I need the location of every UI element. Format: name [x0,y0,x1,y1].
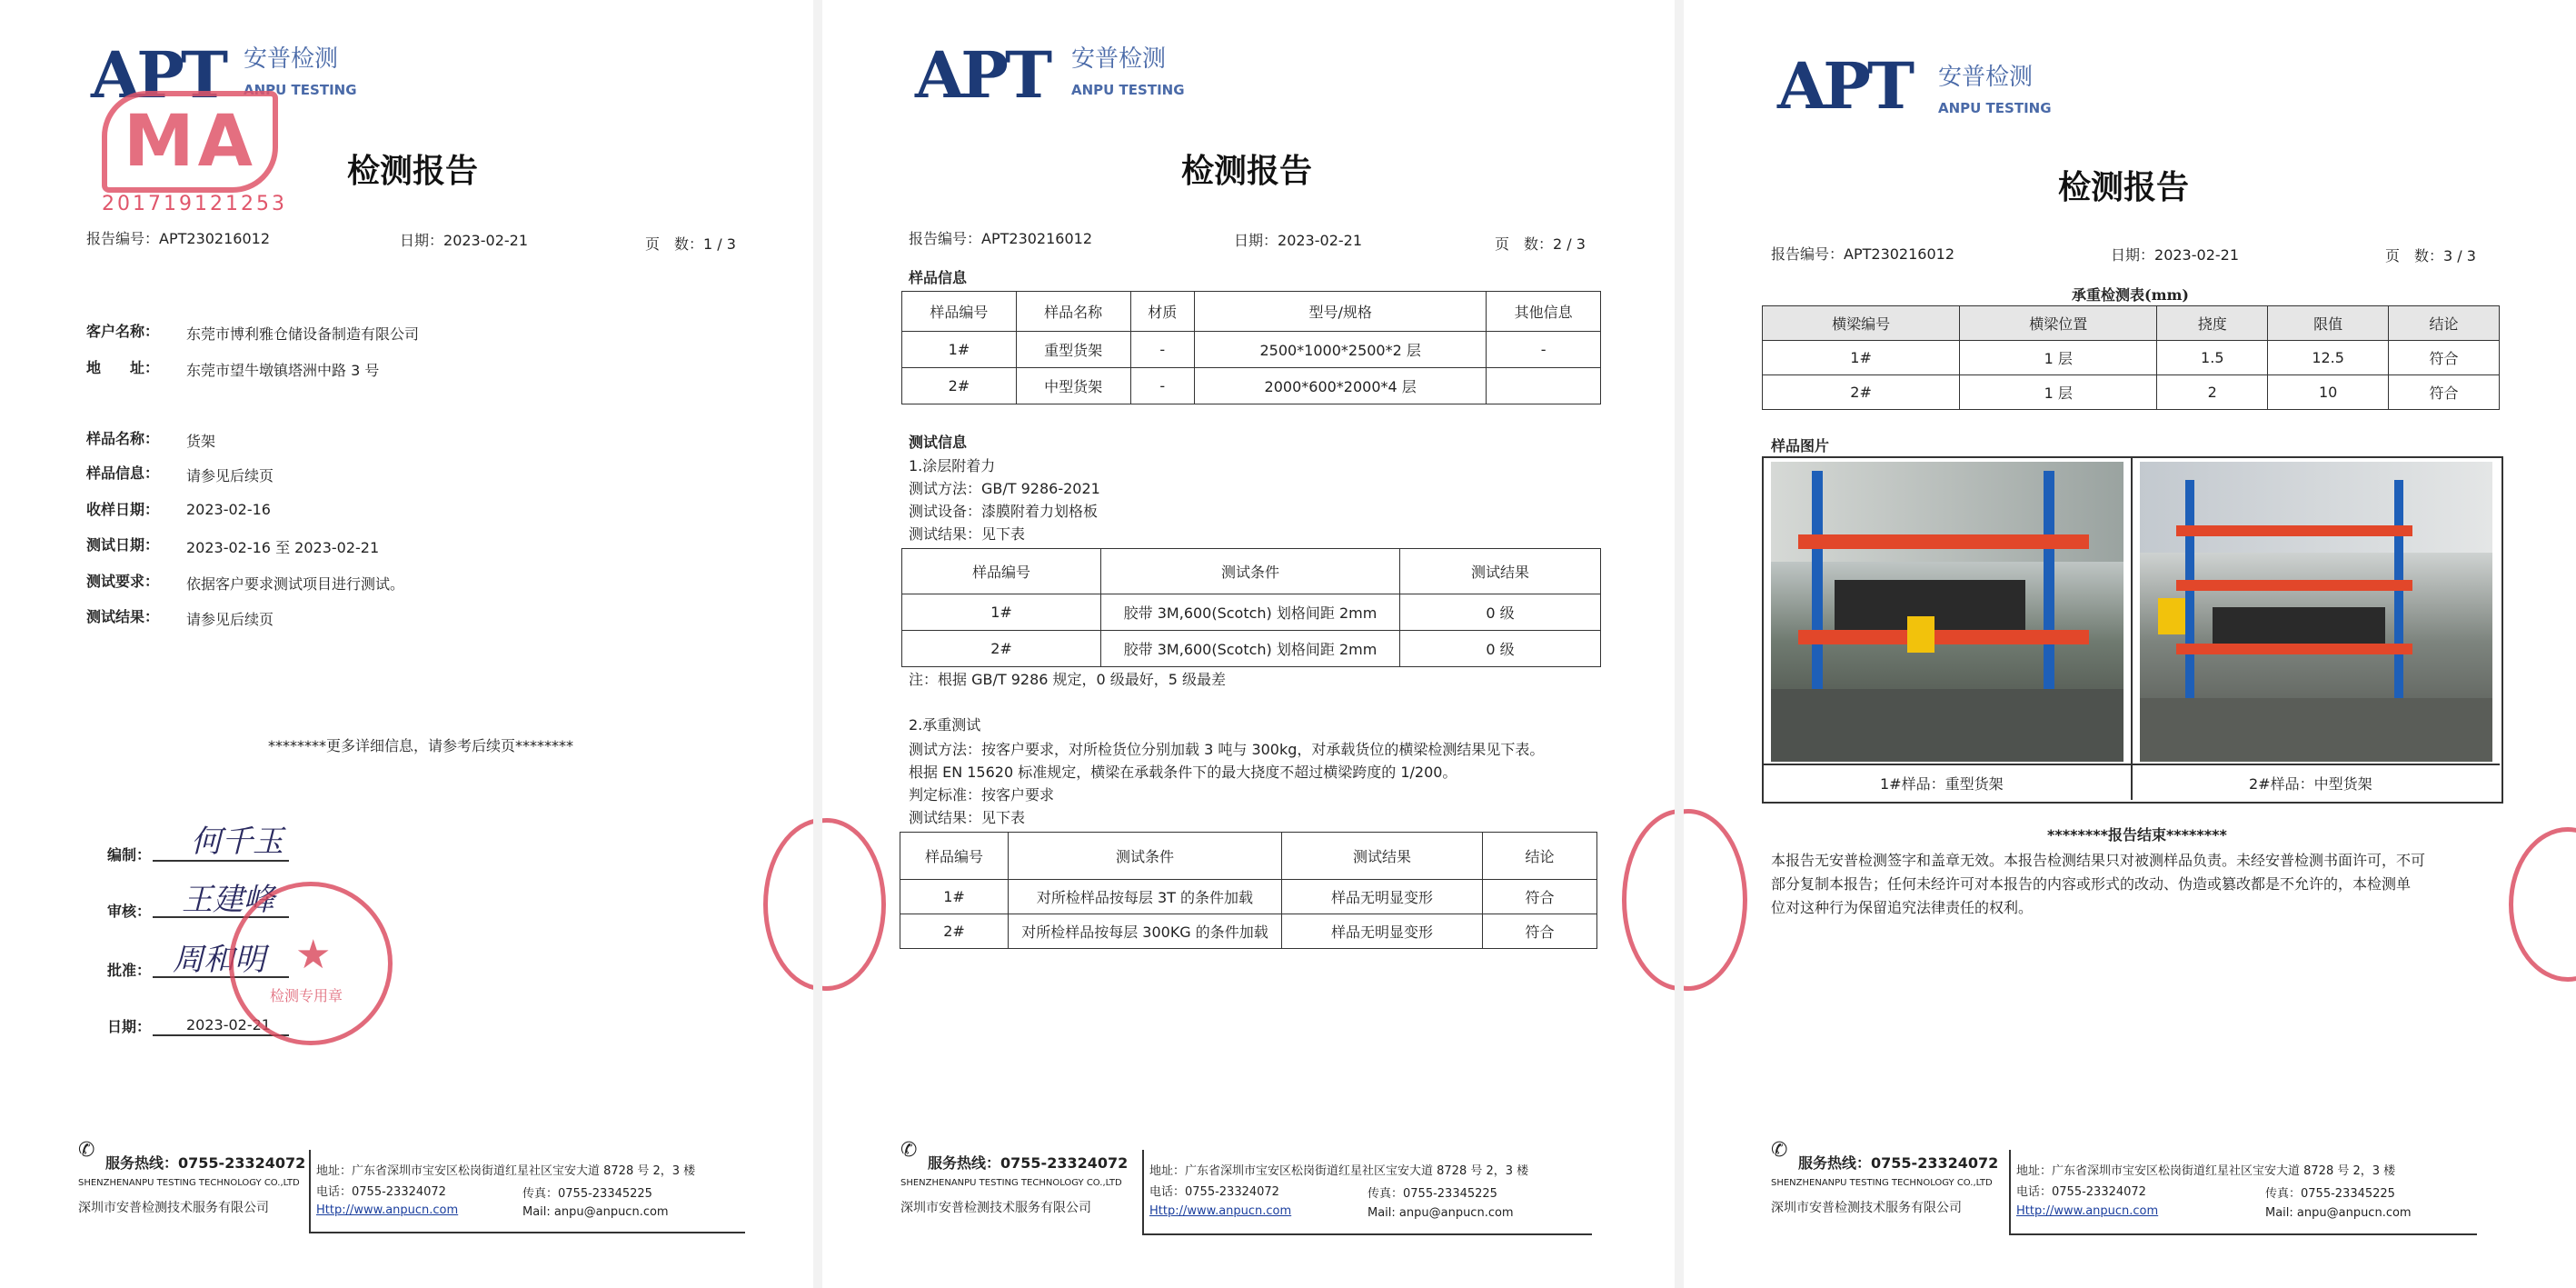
table-cell: 胶带 3M,600(Scotch) 划格间距 2mm [1101,594,1400,631]
adhesion-table [901,548,1601,667]
brand-name-en: ANPU TESTING [1938,100,2052,116]
table-cell: 1.5 [2157,341,2268,375]
table-cell: 对所检样品按每层 300KG 的条件加载 [1009,914,1282,949]
apt-logo: APT [915,37,1049,113]
table-row [902,368,1601,404]
table-cell: 1 层 [1960,375,2157,410]
t2-basis: 根据 EN 15620 标准规定，横梁在承载条件下的最大挠度不超过横梁跨度的 1/200。 [909,764,1457,781]
hotline: 服务热线：0755-23324072 [928,1154,1129,1172]
footer-fax: 传真：0755-23345225 [1368,1187,1497,1201]
prepared-signature: 何千玉 [191,824,283,860]
page-count: 页 数：2 / 3 [1495,235,1586,253]
table-cell: - [1130,368,1195,404]
table-row [902,332,1601,368]
sign-date-line [153,1034,289,1036]
brand-name-en: ANPU TESTING [244,82,357,98]
table-cell: 符合 [1483,880,1597,914]
table-cell: - [1130,332,1195,368]
table-header: 样品编号 [900,833,1009,880]
footer-address: 地址：广东省深圳市宝安区松岗街道红星社区宝安大道 8728 号 2，3 楼 [1149,1164,1529,1178]
report-date: 日期：2023-02-21 [2111,246,2239,264]
footer-rule [309,1232,745,1233]
table-header: 样品名称 [1016,292,1130,332]
test-req-value: 依据客户要求测试项目进行测试。 [186,575,405,593]
company-cn: 深圳市安普检测技术服务有限公司 [900,1201,1091,1215]
prepared-label: 编制： [107,846,152,864]
table-cell [1487,368,1601,404]
apt-logo: APT [1777,48,1912,124]
table-header: 测试结果 [1400,549,1601,594]
cma-number: 201719121253 [102,193,287,215]
phone-icon: ✆ [900,1139,918,1162]
brand-name-cn: 安普检测 [1938,64,2034,91]
test-result-label: 测试结果： [86,608,160,625]
address-label: 地 址： [86,359,160,376]
report-page-2 [822,0,1675,1288]
cross-page-seal-icon [822,818,886,991]
table-cell: 0 级 [1400,594,1601,631]
footer-fax: 传真：0755-23345225 [2265,1187,2395,1201]
t2-title: 2.承重测试 [909,716,981,734]
table-header: 型号/规格 [1195,292,1487,332]
t2-criteria: 判定标准：按客户要求 [909,786,1055,804]
sign-date-value: 2023-02-21 [186,1016,271,1033]
report-page-3 [1684,0,2576,1288]
disclaimer-line-1: 本报告无安普检测签字和盖章无效。本报告检测结果只对被测样品负责。未经安普检测书面许可，不可 [1771,852,2426,869]
table-header: 结论 [2388,306,2499,341]
sample-photo-heavy-rack [1771,462,2123,762]
hotline: 服务热线：0755-23324072 [1798,1154,1999,1172]
table-cell: 2# [1763,375,1960,410]
photo2-caption: 2#样品：中型货架 [2249,775,2372,793]
footer-divider [2009,1150,2011,1233]
table-header: 样品编号 [902,549,1101,594]
test-date-label: 测试日期： [86,536,160,554]
photo-divider [2131,456,2133,800]
report-number: 报告编号：APT230216012 [1771,245,1954,263]
table-cell: - [1487,332,1601,368]
footer-address: 地址：广东省深圳市宝安区松岗街道红星社区宝安大道 8728 号 2，3 楼 [2016,1164,2396,1178]
table-header: 材质 [1130,292,1195,332]
table-header: 测试结果 [1282,833,1483,880]
table-cell: 重型货架 [1016,332,1130,368]
company-en: SHENZHENANPU TESTING TECHNOLOGY CO.,LTD [900,1178,1122,1188]
table-row [902,631,1601,667]
approved-label: 批准： [107,962,152,979]
disclaimer-line-3: 位对这种行为保留追究法律责任的权利。 [1771,899,2034,916]
brand-name-cn: 安普检测 [244,45,339,73]
table-row [1763,341,2500,375]
table-row [900,914,1597,949]
table-cell: 1# [902,594,1101,631]
load-test-table [900,832,1597,949]
report-title: 检测报告 [2058,169,2190,206]
address-value: 东莞市望牛墩镇塔洲中路 3 号 [186,362,380,379]
table-header: 挠度 [2157,306,2268,341]
company-en: SHENZHENANPU TESTING TECHNOLOGY CO.,LTD [1771,1178,1993,1188]
test-req-label: 测试要求： [86,573,160,590]
footer-rule [1142,1233,1592,1235]
sample-table [901,291,1601,404]
table-cell: 2 [2157,375,2268,410]
footer-website-link[interactable]: Http://www.anpucn.com [316,1203,459,1217]
table-row [900,880,1597,914]
footer-tel: 电话：0755-23324072 [2016,1185,2146,1199]
table-header: 横梁编号 [1763,306,1960,341]
apt-logo: APT [91,37,225,113]
deflection-table [1762,305,2500,410]
client-label: 客户名称： [86,323,160,340]
sign-date-label: 日期： [107,1018,152,1035]
report-number: 报告编号：APT230216012 [909,230,1092,247]
cross-page-seal-icon [1684,809,1747,991]
report-end-note: ********报告结束******** [2047,826,2227,844]
table-row [902,594,1601,631]
table-cell: 12.5 [2268,341,2389,375]
sample-info-value: 请参见后续页 [186,467,274,484]
table-header: 测试条件 [1009,833,1282,880]
cross-page-seal-icon [763,818,813,991]
reviewed-label: 审核： [107,903,152,920]
table-cell: 1# [902,332,1017,368]
footer-mail: Mail: anpu@anpucn.com [2265,1206,2412,1220]
brand-name-en: ANPU TESTING [1071,82,1185,98]
cross-page-seal-icon [1622,809,1675,991]
sample-name-label: 样品名称： [86,430,160,447]
table-header: 结论 [1483,833,1597,880]
table-cell: 10 [2268,375,2389,410]
t1-method: 测试方法：GB/T 9286-2021 [909,480,1100,497]
table-header: 样品编号 [902,292,1017,332]
table-cell: 2# [902,631,1101,667]
reviewed-signature: 王建峰 [182,882,274,918]
load-table-title: 承重检测表(mm) [2072,286,2190,304]
table-cell: 0 级 [1400,631,1601,667]
report-page-1 [0,0,813,1288]
table-cell: 符合 [2388,375,2499,410]
footer-website-link[interactable]: Http://www.anpucn.com [2016,1204,2159,1218]
t1-equipment: 测试设备：漆膜附着力划格板 [909,503,1099,520]
table-header: 其他信息 [1487,292,1601,332]
table-cell: 样品无明显变形 [1282,914,1483,949]
phone-icon: ✆ [1771,1139,1788,1162]
client-value: 东莞市博利雅仓储设备制造有限公司 [186,325,420,343]
more-info-note: ********更多详细信息，请参考后续页******** [268,737,574,754]
footer-fax: 传真：0755-23345225 [522,1187,652,1201]
report-date: 日期：2023-02-21 [400,232,528,249]
t1-result: 测试结果：见下表 [909,525,1026,543]
footer-divider [309,1150,311,1232]
table-row [1763,375,2500,410]
report-number: 报告编号：APT230216012 [86,230,270,247]
table-cell: 2000*600*2000*4 层 [1195,368,1487,404]
company-cn: 深圳市安普检测技术服务有限公司 [78,1201,269,1215]
receive-date-label: 收样日期： [86,501,160,518]
hotline: 服务热线：0755-23324072 [105,1154,306,1172]
approved-signature: 周和明 [173,942,265,978]
photo1-caption: 1#样品：重型货架 [1880,775,2004,793]
cma-seal-icon: MA [102,91,278,193]
footer-tel: 电话：0755-23324072 [1149,1185,1279,1199]
footer-website-link[interactable]: Http://www.anpucn.com [1149,1204,1292,1218]
table-cell: 1 层 [1960,341,2157,375]
footer-mail: Mail: anpu@anpucn.com [522,1205,669,1219]
caption-divider [1762,764,2500,765]
footer-mail: Mail: anpu@anpucn.com [1368,1206,1514,1220]
footer-tel: 电话：0755-23324072 [316,1185,446,1199]
table-cell: 2500*1000*2500*2 层 [1195,332,1487,368]
cross-page-seal-icon [2509,827,2576,982]
table-cell: 胶带 3M,600(Scotch) 划格间距 2mm [1101,631,1400,667]
t1-note: 注：根据 GB/T 9286 规定，0 级最好，5 级最差 [909,671,1227,688]
page-count: 页 数：1 / 3 [645,235,736,253]
sample-photo-medium-rack [2140,462,2492,762]
table-header: 测试条件 [1101,549,1400,594]
brand-name-cn: 安普检测 [1071,45,1167,73]
table-cell: 1# [900,880,1009,914]
disclaimer-line-2: 部分复制本报告；任何未经许可对本报告的内容或形式的改动、伪造或篡改都是不允许的，本检测单 [1771,875,2412,893]
company-en: SHENZHENANPU TESTING TECHNOLOGY CO.,LTD [78,1178,300,1188]
table-header: 横梁位置 [1960,306,2157,341]
table-cell: 符合 [2388,341,2499,375]
testing-stamp-icon: ★ 检测专用章 [229,882,393,1045]
table-cell: 中型货架 [1016,368,1130,404]
page-count: 页 数：3 / 3 [2385,247,2476,265]
footer-divider [1142,1150,1144,1233]
t2-result: 测试结果：见下表 [909,809,1026,826]
company-cn: 深圳市安普检测技术服务有限公司 [1771,1201,1962,1215]
receive-date-value: 2023-02-16 [186,501,271,518]
report-title: 检测报告 [1181,153,1313,190]
report-date: 日期：2023-02-21 [1234,232,1362,249]
report-title: 检测报告 [347,153,479,190]
test-result-value: 请参见后续页 [186,611,274,628]
table-header: 限值 [2268,306,2389,341]
table-cell: 2# [902,368,1017,404]
table-cell: 对所检样品按每层 3T 的条件加载 [1009,880,1282,914]
sample-info-title: 样品信息 [909,269,968,286]
footer-address: 地址：广东省深圳市宝安区松岗街道红星社区宝安大道 8728 号 2，3 楼 [316,1164,696,1178]
test-date-value: 2023-02-16 至 2023-02-21 [186,539,380,556]
table-cell: 样品无明显变形 [1282,880,1483,914]
sample-name-value: 货架 [186,433,216,450]
t2-method: 测试方法：按客户要求，对所检货位分别加载 3 吨与 300kg，对承载货位的横梁检测结果见下表。 [909,741,1545,758]
sample-photos-title: 样品图片 [1771,437,1830,454]
test-info-title: 测试信息 [909,434,968,451]
phone-icon: ✆ [78,1139,95,1162]
table-cell: 1# [1763,341,1960,375]
footer-rule [2009,1233,2477,1235]
table-cell: 2# [900,914,1009,949]
sample-info-label: 样品信息： [86,464,160,482]
table-cell: 符合 [1483,914,1597,949]
t1-title: 1.涂层附着力 [909,457,996,474]
